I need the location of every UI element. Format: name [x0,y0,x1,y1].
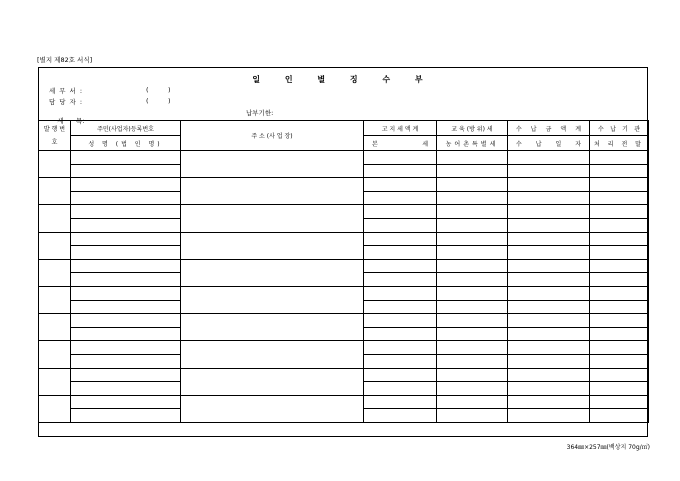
receipt-total-cell[interactable] [508,314,590,328]
receipt-date-cell[interactable] [508,327,590,341]
staff-label: 담당자: [49,98,87,106]
issue-no-cell[interactable] [39,314,71,341]
ledger-form [38,67,648,437]
rural-tax-cell[interactable] [437,300,508,314]
name-cell[interactable] [71,354,181,368]
receiving-agency-cell[interactable] [590,151,649,165]
address-cell[interactable] [181,151,364,178]
processing-cell[interactable] [590,300,649,314]
table-row [39,341,649,355]
receiving-agency-cell[interactable] [590,286,649,300]
rural-tax-cell[interactable] [437,218,508,232]
tax-item-label: 세 목: [57,117,85,125]
receipt-total-cell[interactable] [508,232,590,246]
receiving-agency-cell[interactable] [590,341,649,355]
rural-tax-cell[interactable] [437,191,508,205]
table-row [39,368,649,382]
principal-cell[interactable] [364,354,437,368]
education-tax-cell[interactable] [437,205,508,219]
reg-no-cell[interactable] [71,341,181,355]
staff-field [49,97,86,106]
col-notice-total: 고 지 세 액 계 [364,121,437,136]
notice-total-cell[interactable] [364,395,437,409]
education-tax-cell[interactable] [437,286,508,300]
due-date-field [246,108,273,117]
due-date-label: 납부기한: [246,109,274,117]
table-row [39,205,649,219]
table-row [39,259,649,273]
form-title: 일 인 별 징 수 부 [252,75,434,84]
name-cell[interactable] [71,300,181,314]
col-rural-tax: 농어촌특별세 [437,136,508,151]
receiving-agency-cell[interactable] [590,259,649,273]
rural-tax-cell[interactable] [437,354,508,368]
notice-total-cell[interactable] [364,232,437,246]
processing-cell[interactable] [590,382,649,396]
receipt-total-cell[interactable] [508,205,590,219]
receipt-date-cell[interactable] [508,409,590,423]
col-issue-no: 발 행 번 호 [39,121,71,151]
reg-no-cell[interactable] [71,259,181,273]
receipt-total-cell[interactable] [508,151,590,165]
receipt-date-cell[interactable] [508,382,590,396]
processing-cell[interactable] [590,354,649,368]
staff-paren-open: ( [146,97,149,105]
notice-total-cell[interactable] [364,341,437,355]
education-tax-cell[interactable] [437,178,508,192]
receipt-date-cell[interactable] [508,246,590,260]
col-address: 주 소 (사 업 장) [181,121,364,151]
issue-no-cell[interactable] [39,232,71,259]
table-row [39,178,649,192]
principal-cell[interactable] [364,218,437,232]
tax-office-paren-open: ( [146,86,149,94]
col-principal: 본 세 [364,136,437,151]
address-cell[interactable] [181,368,364,395]
col-receiving-agency: 수 납 기 관 [590,121,649,136]
rural-tax-cell[interactable] [437,327,508,341]
receipt-date-cell[interactable] [508,164,590,178]
education-tax-cell[interactable] [437,314,508,328]
processing-cell[interactable] [590,246,649,260]
notice-total-cell[interactable] [364,286,437,300]
col-receipt-total: 수 납 금 액 계 [508,121,590,136]
name-cell[interactable] [71,382,181,396]
receiving-agency-cell[interactable] [590,395,649,409]
processing-cell[interactable] [590,191,649,205]
form-reference: [별지 제82호 서식] [37,56,93,64]
reg-no-cell[interactable] [71,286,181,300]
receipt-total-cell[interactable] [508,259,590,273]
receipt-date-cell[interactable] [508,218,590,232]
processing-cell[interactable] [590,409,649,423]
issue-no-cell[interactable] [39,178,71,205]
name-cell[interactable] [71,327,181,341]
processing-cell[interactable] [590,327,649,341]
principal-cell[interactable] [364,273,437,287]
reg-no-cell[interactable] [71,205,181,219]
principal-cell[interactable] [364,246,437,260]
receipt-date-cell[interactable] [508,300,590,314]
rural-tax-cell[interactable] [437,273,508,287]
reg-no-cell[interactable] [71,178,181,192]
table-row [39,232,649,246]
issue-no-cell[interactable] [39,151,71,178]
rural-tax-cell[interactable] [437,164,508,178]
rural-tax-cell[interactable] [437,382,508,396]
receiving-agency-cell[interactable] [590,368,649,382]
issue-no-cell[interactable] [39,395,71,422]
notice-total-cell[interactable] [364,368,437,382]
tax-office-field [49,86,86,95]
address-cell[interactable] [181,314,364,341]
address-cell[interactable] [181,205,364,232]
header-row-top [39,121,649,136]
ledger-table [38,120,649,423]
receiving-agency-cell[interactable] [590,232,649,246]
principal-cell[interactable] [364,164,437,178]
reg-no-cell[interactable] [71,314,181,328]
principal-cell[interactable] [364,191,437,205]
issue-no-cell[interactable] [39,286,71,313]
education-tax-cell[interactable] [437,341,508,355]
education-tax-cell[interactable] [437,368,508,382]
issue-no-cell[interactable] [39,368,71,395]
processing-cell[interactable] [590,164,649,178]
col-processing: 처 리 전 말 [590,136,649,151]
receipt-date-cell[interactable] [508,273,590,287]
tax-office-paren-close: ) [168,86,171,94]
receiving-agency-cell[interactable] [590,205,649,219]
receiving-agency-cell[interactable] [590,178,649,192]
principal-cell[interactable] [364,409,437,423]
address-cell[interactable] [181,286,364,313]
notice-total-cell[interactable] [364,259,437,273]
issue-no-cell[interactable] [39,341,71,368]
table-row [39,395,649,409]
name-cell[interactable] [71,409,181,423]
address-cell[interactable] [181,232,364,259]
rural-tax-cell[interactable] [437,409,508,423]
receipt-total-cell[interactable] [508,286,590,300]
name-cell[interactable] [71,218,181,232]
name-cell[interactable] [71,246,181,260]
address-cell[interactable] [181,178,364,205]
education-tax-cell[interactable] [437,395,508,409]
table-row [39,151,649,165]
issue-no-cell[interactable] [39,205,71,232]
processing-cell[interactable] [590,218,649,232]
principal-cell[interactable] [364,327,437,341]
education-tax-cell[interactable] [437,151,508,165]
reg-no-cell[interactable] [71,232,181,246]
principal-cell[interactable] [364,300,437,314]
col-education-tax: 교 육 (방 위) 세 [437,121,508,136]
receiving-agency-cell[interactable] [590,314,649,328]
receipt-date-cell[interactable] [508,354,590,368]
name-cell[interactable] [71,191,181,205]
notice-total-cell[interactable] [364,314,437,328]
education-tax-cell[interactable] [437,259,508,273]
receipt-total-cell[interactable] [508,368,590,382]
receipt-total-cell[interactable] [508,178,590,192]
processing-cell[interactable] [590,273,649,287]
staff-paren-close: ) [168,97,171,105]
table-row [39,314,649,328]
address-cell[interactable] [181,341,364,368]
receipt-date-cell[interactable] [508,191,590,205]
reg-no-cell[interactable] [71,368,181,382]
address-cell[interactable] [181,395,364,422]
name-cell[interactable] [71,164,181,178]
notice-total-cell[interactable] [364,178,437,192]
address-cell[interactable] [181,259,364,286]
col-receipt-date: 수 납 일 자 [508,136,590,151]
col-reg-no: 주민(사업자)등록번호 [71,121,181,136]
paper-spec: 364㎜×257㎜(백상지 70g/㎡) [566,444,650,451]
reg-no-cell[interactable] [71,151,181,165]
table-row [39,286,649,300]
col-name: 성 명 (법 인 명) [71,136,181,151]
receipt-total-cell[interactable] [508,341,590,355]
rural-tax-cell[interactable] [437,246,508,260]
principal-cell[interactable] [364,382,437,396]
receipt-total-cell[interactable] [508,395,590,409]
tax-office-label: 세무서: [49,87,87,95]
name-cell[interactable] [71,273,181,287]
notice-total-cell[interactable] [364,205,437,219]
issue-no-cell[interactable] [39,259,71,286]
notice-total-cell[interactable] [364,151,437,165]
reg-no-cell[interactable] [71,395,181,409]
education-tax-cell[interactable] [437,232,508,246]
